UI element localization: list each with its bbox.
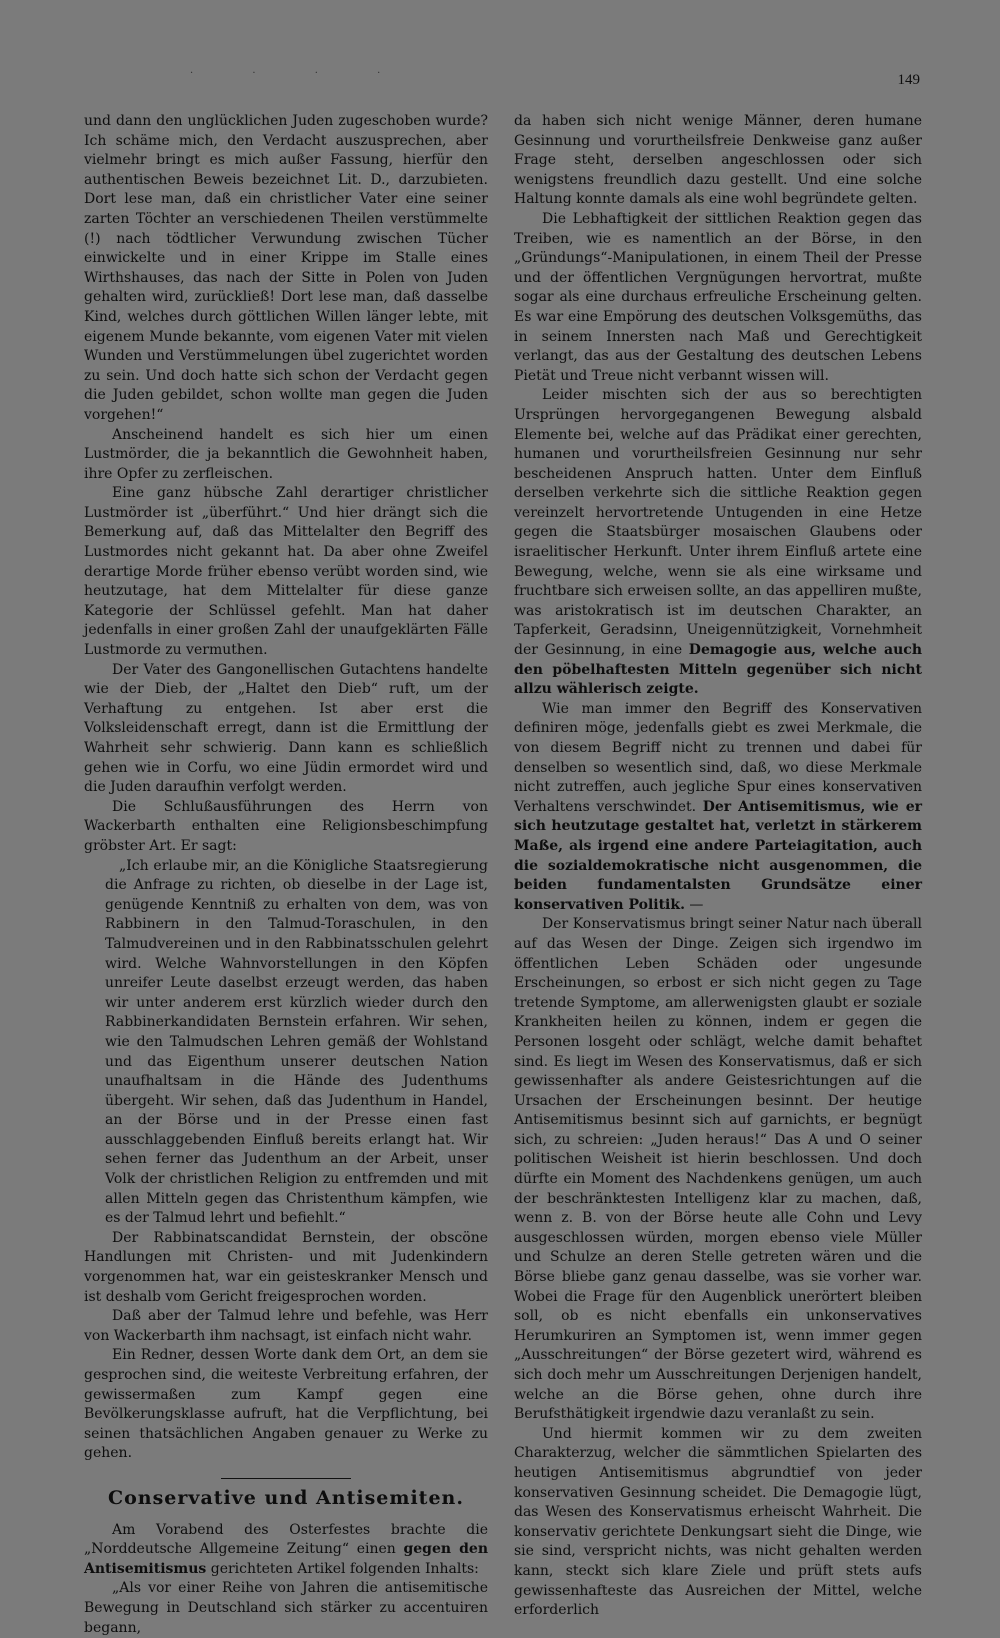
paragraph: [514, 386, 922, 700]
paragraph: Die Lebhaftigkeit der sittlichen Reaktion gegen das Treiben, wie es namentlich an der Börse, in den „Gründungs“-Manipulationen, in einem Theil der Presse und der öffentlichen Vergnügungen hervortrat, mußte sogar als eine durchaus erfreuliche Erscheinung gelten. Es war eine Empörung des deutschen Volksgemüths, das in seinem Innersten nach Maß und Gerechtigkeit verlangt, das aus der Gestaltung des deutschen Lebens Pietät und Treue nicht verbannt wissen will.: [514, 210, 922, 384]
paragraph: [514, 700, 922, 916]
paragraph: Und hiermit kommen wir zu dem zweiten Charakterzug, welcher die sämmtlichen Spielarten des heutigen Antisemitismus abgrundtief von jeder konservativen Gesinnung scheidet. Die Demagogie lügt, das Wesen des Konservatismus erheischt Wahrheit. Die konservativ gerichtete Denkungsart sieht die Dinge, wie sie sind, verspricht nichts, was nicht gehalten werden kann, steckt sich klare Ziele und prüft stets aufs gewissenhafteste das Ausreichen der Mittel, welche erforderlich: [514, 1425, 922, 1619]
paragraph: Ein Redner, dessen Worte dank dem Ort, an dem sie gesprochen sind, die weiteste Verbreitung erfahren, der gewissermaßen zum Kampf gegen eine Bevölkerungsklasse aufruft, hat die Verpflichtung, bei seinen thatsächlichen Angaben genauer zu Werke zu gehen.: [84, 1347, 488, 1462]
block-quote: „Ich erlaube mir, an die Königliche Staatsregierung die Anfrage zu richten, ob dieselbe in der Lage ist, genügende Kenntniß zu erhalten von dem, was von Rabbinern in den Talmud-Toraschulen, in den Talmudvereinen und in den Rabbinatsschulen gelehrt wird. Welche Wahnvorstellungen in den Köpfen unreifer Leute daselbst erzeugt werden, das haben wir unter anderem erst kürzlich wieder durch den Rabbinerkandidaten Bernstein erfahren. Wir sehen, wie den Talmudschen Lehren gemäß der Wohlstand und das Eigenthum unserer deutschen Nation unaufhaltsam in die Hände des Judenthums übergeht. Wir sehen, daß das Judenthum in Handel, an der Börse und in der Presse einen fast ausschlaggebenden Einfluß bereits erlangt hat. Wir sehen ferner das Judenthum an der Arbeit, unser Volk der christlichen Religion zu entfremden und mit allen Mitteln gegen das Christenthum kämpfen, wie es der Talmud lehrt und befiehlt.“: [105, 857, 488, 1227]
paragraph: Die Schlußausführungen des Herrn von Wackerbarth enthalten eine Religionsbeschimpfung gröbster Art. Er sagt:: [84, 798, 488, 854]
right-column: [514, 112, 922, 1621]
emphasis: Der Antisemitismus, wie er sich heutzutage gestaltet hat, verletzt in stärkerem Maße, als irgend eine andere Parteiagitation, auch die sozialdemokratische nicht ausgenommen, die beiden fundamentalsten Grundsätze einer konservativen Politik.: [514, 798, 922, 913]
page-number: 149: [897, 72, 920, 88]
scan-specks: · · · ·: [190, 68, 409, 79]
paragraph: und dann den unglücklichen Juden zugeschoben wurde? Ich schäme mich, den Verdacht auszusprechen, aber vielmehr bringt es mich außer Fassung, hierfür den authentischen Beweis bezeichnet Lit. D., darzubieten. Dort lese man, daß ein christlicher Vater eine seiner zarten Töchter an verschiedenen Theilen verstümmelte (!) nach tödtlicher Verwundung zwischen Tücher einwickelte und in einer Krippe im Stalle eines Wirthshauses, das nach der Sitte in Polen von Juden gehalten wird, zurückließ! Dort lese man, daß dasselbe Kind, welches durch göttlichen Willen länger lebte, mit eigenem Munde bekannte, vom eigenen Vater mit vielen Wunden und Verstümmelungen übel zugerichtet worden zu sein. Und doch hatte sich schon der Verdacht gegen die Juden gebildet, schon wollte man gegen die Juden vorgehen!“: [84, 113, 488, 423]
emphasis: Demagogie aus, welche auch den pöbelhaftesten Mitteln gegenüber sich nicht allzu wählerisch zeigte.: [514, 642, 922, 698]
paragraph: Daß aber der Talmud lehre und befehle, was Herr von Wackerbarth ihm nachsagt, ist einfach nicht wahr.: [84, 1308, 488, 1344]
paragraph: da haben sich nicht wenige Männer, deren humane Gesinnung und vorurtheilsfreie Denkweise ganz außer Frage steht, derselben angeschlossen oder sich wenigstens freundlich dazu gestellt. Und eine solche Haltung konnte damals als eine wohl begründete gelten.: [514, 113, 922, 208]
paragraph: „Als vor einer Reihe von Jahren die antisemitische Bewegung in Deutschland sich stärker zu accentuiren begann,: [84, 1580, 488, 1636]
text-run: —: [684, 896, 704, 913]
paragraph: Anscheinend handelt es sich hier um einen Lustmörder, die ja bekanntlich die Gewohnheit haben, ihre Opfer zu zerfleischen.: [84, 426, 488, 482]
paragraph: Eine ganz hübsche Zahl derartiger christlicher Lustmörder ist „überführt.“ Und hier drängt sich die Bemerkung auf, daß das Mittelalter den Begriff des Lustmordes nicht gekannt hat. Da aber ohne Zweifel derartige Morde früher ebenso verübt worden sind, wie heutzutage, hat dem Mittelalter für diese ganze Kategorie der Schlüssel gefehlt. Man hat daher jedenfalls in einer großen Zahl der unaufgeklärten Fälle Lustmorde zu vermuthen.: [84, 485, 488, 659]
text-run: Wie man immer den Begriff des Konservativen definiren möge, jedenfalls giebt es zwei Merkmale, die von diesem Begriff nicht zu trennen und dabei für denselben so wesentlich sind, daß, wo diese Merkmale nicht zutreffen, auch jegliche Spur eines konservativen Verhaltens verschwindet.: [514, 700, 922, 815]
text-run: Leider mischten sich der aus so berechtigten Ursprüngen hervorgegangenen Bewegung alsbald Elemente bei, welche auf das Prädikat einer gerechten, humanen und vorurtheilsfreien Gesinnung nur sehr bescheidenen Anspruch hatten. Unter dem Einfluß derselben verkehrte sich die sittliche Reaktion gegen vereinzelt hervortretende Untugenden in eine Hetze gegen die Staatsbürger mosaischen Glaubens oder israelitischer Herkunft. Unter ihrem Einfluß artete eine Bewegung, welche, wenn sie als eine wirksame und fruchtbare sich erweisen sollte, an das appelliren mußte, was aristokratisch ist im deutschen Charakter, an Tapferkeit, Geradsinn, Uneigennützigkeit, Vornehmheit der Gesinnung, in eine: [514, 387, 922, 659]
section-divider: [221, 1478, 351, 1479]
section-heading: Conservative und Antisemiten.: [108, 1486, 464, 1509]
emphasis: gegen den Antisemitismus: [84, 1541, 489, 1577]
text-run: Am Vorabend des Osterfestes brachte die „Norddeutsche Allgemeine Zeitung“ einen: [84, 1521, 488, 1558]
left-column: [84, 112, 488, 1638]
paragraph: Der Konservatismus bringt seiner Natur nach überall auf das Wesen der Dinge. Zeigen sich irgendwo im öffentlichen Leben Schäden oder ungesunde Erscheinungen, so erbost er sich nicht gegen zu Tage tretende Symptome, am allerwenigsten glaubt er soziale Krankheiten heilen zu können, indem er gegen die Personen losgeht oder schlägt, welche damit behaftet sind. Es liegt im Wesen des Konservatismus, daß er sich gewissenhafter als andere Geistesrichtungen auf die Ursachen der Erscheinungen besinnt. Der heutige Antisemitismus besinnt sich auf garnichts, er begnügt sich, zu schreien: „Juden heraus!“ Das A und O seiner politischen Weisheit ist hierin beschlossen. Und doch dürfte ein Moment des Nachdenkens genügen, um auch der beschränktesten Intelligenz klar zu machen, daß, wenn z. B. von der Börse heute alle Cohn und Levy ausgeschlossen würden, morgen ebenso viele Müller und Schulze an deren Stelle getreten wären und die Börse bliebe ganz genau dasselbe, was sie vorher war. Wobei die Frage für den Augenblick unerörtert bleiben soll, ob es nicht ebenfalls ein unkonservatives Herumkuriren an Symptomen ist, wenn immer gegen „Ausschreitungen“ der Börse gezetert wird, während es sich doch mehr um Ausschreitungen Derjenigen handelt, welche an die Börse gehen, ohne durch ihre Berufsthätigkeit irgendwie dazu veranlaßt zu sein.: [514, 916, 922, 1423]
paragraph: [84, 1521, 488, 1580]
text-run: gerichteten Artikel folgenden Inhalts:: [206, 1560, 479, 1577]
paragraph: Der Vater des Gangonellischen Gutachtens handelte wie der Dieb, der „Haltet den Dieb“ ruft, um der Verhaftung zu entgehen. Ist aber erst die Volksleidenschaft erregt, dann ist die Ermittlung der Wahrheit sehr schwierig. Dann kann es schließlich gehen wie in Corfu, wo eine Jüdin ermordet wird und die Juden daraufhin verfolgt werden.: [84, 661, 488, 796]
paragraph: Der Rabbinatscandidat Bernstein, der obscöne Handlungen mit Christen- und mit Judenkindern vorgenommen hat, war ein geisteskranker Mensch und ist deshalb vom Gericht freigesprochen worden.: [84, 1229, 488, 1305]
